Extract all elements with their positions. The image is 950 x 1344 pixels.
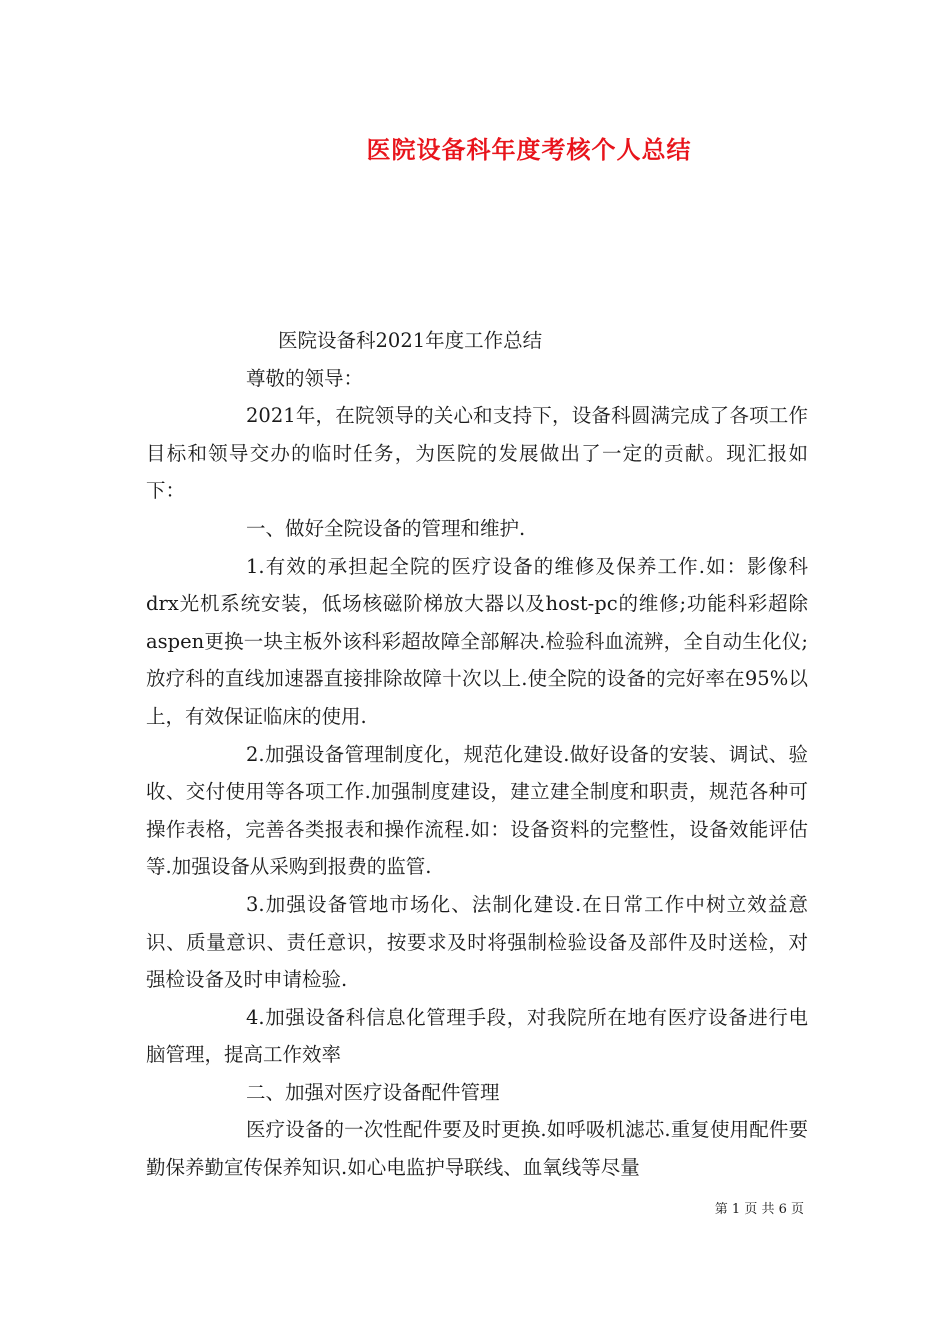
document-title: 医院设备科年度考核个人总结 — [366, 136, 692, 164]
page-indicator: 第 1 页 共 6 页 — [714, 1202, 804, 1217]
paragraph: 1.有效的承担起全院的医疗设备的维修及保养工作.如：影像科drx光机系统安装，低场核磁阶梯放大器以及host-pc的维修;功能科彩超除aspen更换一块主板外该科彩超故障全部解决.检验科血流辨，全自动生化仪;放疗科的直线加速器直接排除故障十次以上.使全院的设备的完好率在95%以上，有效保证临床的使用. — [146, 554, 808, 728]
salutation: 尊敬的领导： — [246, 366, 364, 390]
section-heading: 一、做好全院设备的管理和维护. — [246, 516, 526, 540]
document-body — [146, 322, 808, 1187]
paragraph: 3.加强设备管地市场化、法制化建设.在日常工作中树立效益意识、质量意识、责任意识，按要求及时将强制检验设备及部件及时送检，对强检设备及时申请检验. — [146, 892, 808, 992]
section-heading: 二、加强对医疗设备配件管理 — [246, 1080, 500, 1104]
document-subtitle: 医院设备科2021年度工作总结 — [278, 329, 543, 352]
paragraph: 医疗设备的一次性配件要及时更换.如呼吸机滤芯.重复使用配件要勤保养勤宣传保养知识.如心电监护导联线、血氧线等尽量 — [146, 1118, 808, 1180]
paragraph: 2021年，在院领导的关心和支持下，设备科圆满完成了各项工作目标和领导交办的临时任务，为医院的发展做出了一定的贡献。现汇报如下： — [146, 404, 808, 503]
paragraph: 4.加强设备科信息化管理手段，对我院所在地有医疗设备进行电脑管理，提高工作效率 — [146, 1005, 808, 1067]
paragraph: 2.加强设备管理制度化，规范化建设.做好设备的安装、调试、验收、交付使用等各项工作.加强制度建设，建立建全制度和职责，规范各种可操作表格，完善各类报表和操作流程.如：设备资料的完整性，设备效能评估等.加强设备从采购到报费的监管. — [146, 742, 808, 879]
